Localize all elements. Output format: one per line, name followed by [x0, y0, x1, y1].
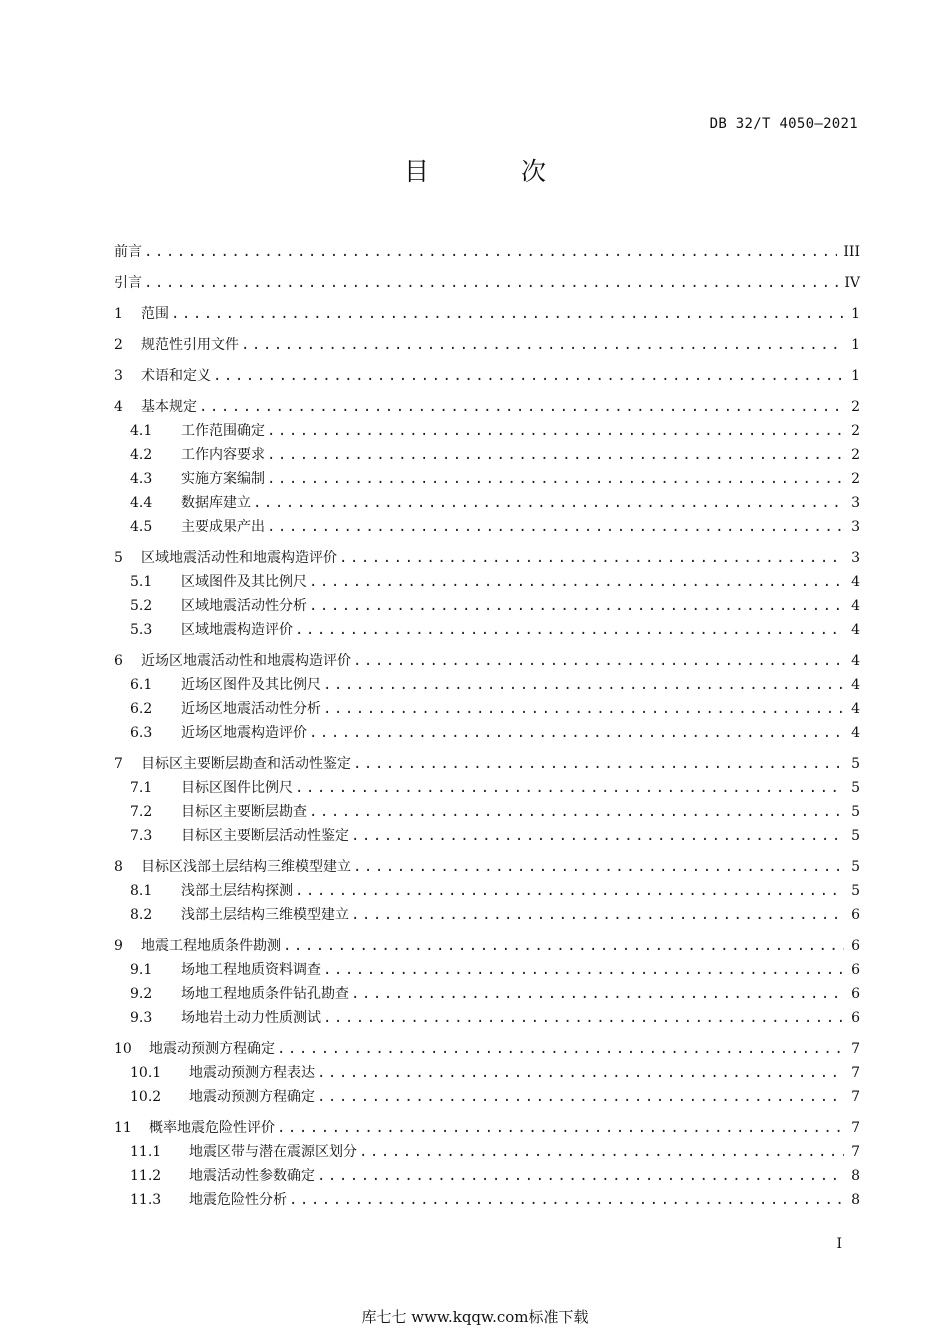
toc-leader-dots	[267, 515, 844, 539]
toc-entry-page: 4	[851, 653, 860, 669]
toc-entry-title: 引言	[114, 275, 142, 291]
toc-entry[interactable]	[114, 824, 860, 848]
toc-entry-page: 5	[851, 780, 860, 796]
toc-entry-title: 工作范围确定	[181, 423, 265, 439]
toc-entry[interactable]	[114, 419, 860, 443]
toc-entry-number: 8.1	[130, 883, 153, 899]
toc-entry-title: 场地工程地质条件钻孔勘查	[181, 986, 349, 1002]
toc-leader-dots	[144, 240, 837, 264]
toc-leader-dots	[353, 649, 844, 673]
toc-leader-dots	[351, 824, 844, 848]
toc-entry-page: 1	[851, 306, 860, 322]
toc-entry[interactable]	[114, 1140, 860, 1164]
toc-entry-page: 2	[851, 423, 860, 439]
toc-entry-title: 浅部土层结构探测	[181, 883, 293, 899]
toc-entry-title: 目标区图件比例尺	[181, 780, 293, 796]
toc-leader-dots	[199, 395, 844, 419]
toc-entry-page: 4	[851, 701, 860, 717]
toc-leader-dots	[317, 1061, 844, 1085]
toc-entry-title: 工作内容要求	[181, 447, 265, 463]
toc-entry-title: 目标区浅部土层结构三维模型建立	[141, 859, 351, 875]
toc-entry-page: 2	[851, 447, 860, 463]
toc-entry[interactable]	[114, 515, 860, 539]
table-of-contents	[114, 240, 860, 1212]
toc-entry-page: 3	[851, 519, 860, 535]
toc-entry[interactable]	[114, 721, 860, 745]
toc-entry-page: 7	[851, 1120, 860, 1136]
toc-leader-dots	[253, 491, 844, 515]
toc-entry[interactable]	[114, 1037, 860, 1061]
toc-entry-page: 7	[851, 1089, 860, 1105]
toc-entry-page: 4	[851, 622, 860, 638]
toc-entry-page: 1	[851, 368, 860, 384]
toc-entry-number: 6.1	[130, 677, 153, 693]
toc-entry-title: 目标区主要断层勘查和活动性鉴定	[141, 756, 351, 772]
toc-entry-title: 地震区带与潜在震源区划分	[189, 1144, 357, 1160]
toc-entry[interactable]	[114, 570, 860, 594]
toc-entry-number: 11.2	[130, 1168, 162, 1184]
toc-leader-dots	[277, 1037, 844, 1061]
toc-entry-page: 6	[851, 986, 860, 1002]
toc-entry[interactable]	[114, 302, 860, 326]
toc-entry-number: 9.3	[130, 1010, 153, 1026]
toc-entry-page: IV	[844, 275, 860, 291]
toc-entry-title: 区域图件及其比例尺	[181, 574, 307, 590]
toc-leader-dots	[213, 364, 844, 388]
toc-entry[interactable]	[114, 1085, 860, 1109]
toc-entry-title: 地震动预测方程确定	[189, 1089, 315, 1105]
toc-entry[interactable]	[114, 1188, 860, 1212]
toc-entry-title: 术语和定义	[141, 368, 211, 384]
toc-leader-dots	[353, 855, 844, 879]
toc-entry[interactable]	[114, 395, 860, 419]
toc-entry-number: 9.2	[130, 986, 153, 1002]
toc-leader-dots	[295, 618, 844, 642]
toc-entry-number: 10	[114, 1041, 132, 1057]
toc-entry-number: 11	[114, 1120, 132, 1136]
toc-entry-title: 地震动预测方程表达	[189, 1065, 315, 1081]
toc-leader-dots	[353, 752, 844, 776]
toc-entry-title: 范围	[141, 306, 169, 322]
toc-entry[interactable]	[114, 958, 860, 982]
toc-leader-dots	[309, 570, 844, 594]
toc-entry-number: 5.3	[130, 622, 153, 638]
toc-entry-page: 5	[851, 756, 860, 772]
toc-entry-number: 4.2	[130, 447, 153, 463]
toc-entry-page: 7	[851, 1144, 860, 1160]
toc-entry-page: 6	[851, 962, 860, 978]
toc-entry-number: 6.2	[130, 701, 153, 717]
toc-entry[interactable]	[114, 673, 860, 697]
toc-entry-title: 地震动预测方程确定	[149, 1041, 275, 1057]
toc-entry-number: 5	[114, 550, 123, 566]
toc-entry-title: 地震危险性分析	[189, 1192, 287, 1208]
toc-entry-title: 概率地震危险性评价	[149, 1120, 275, 1136]
toc-leader-dots	[323, 697, 844, 721]
toc-entry-title: 目标区主要断层勘查	[181, 804, 307, 820]
toc-leader-dots	[283, 934, 844, 958]
toc-leader-dots	[323, 958, 844, 982]
toc-entry[interactable]	[114, 1164, 860, 1188]
toc-entry-number: 4.5	[130, 519, 153, 535]
toc-entry-number: 11.3	[130, 1192, 162, 1208]
toc-entry-title: 近场区地震活动性分析	[181, 701, 321, 717]
toc-entry-page: 4	[851, 725, 860, 741]
toc-leader-dots	[359, 1140, 844, 1164]
toc-entry[interactable]	[114, 467, 860, 491]
toc-entry-page: 2	[851, 471, 860, 487]
toc-entry-number: 6.3	[130, 725, 153, 741]
toc-entry-number: 7.1	[130, 780, 153, 796]
toc-entry[interactable]	[114, 546, 860, 570]
toc-entry-page: 6	[851, 1010, 860, 1026]
toc-leader-dots	[289, 1188, 844, 1212]
toc-entry-number: 8	[114, 859, 123, 875]
toc-entry-title: 数据库建立	[181, 495, 251, 511]
toc-leader-dots	[351, 982, 844, 1006]
toc-entry-page: 7	[851, 1041, 860, 1057]
toc-leader-dots	[309, 594, 844, 618]
toc-entry-title: 主要成果产出	[181, 519, 265, 535]
toc-entry[interactable]	[114, 855, 860, 879]
toc-entry-number: 6	[114, 653, 123, 669]
toc-leader-dots	[323, 673, 844, 697]
toc-entry-page: 1	[851, 337, 860, 353]
toc-entry[interactable]	[114, 903, 860, 927]
toc-entry[interactable]	[114, 333, 860, 357]
toc-leader-dots	[351, 903, 844, 927]
toc-entry-title: 浅部土层结构三维模型建立	[181, 907, 349, 923]
toc-entry-number: 10.1	[130, 1065, 162, 1081]
toc-entry-title: 近场区地震活动性和地震构造评价	[141, 653, 351, 669]
page-number: I	[836, 1236, 842, 1252]
toc-entry-title: 基本规定	[141, 399, 197, 415]
toc-entry-page: 4	[851, 598, 860, 614]
toc-entry-title: 规范性引用文件	[141, 337, 239, 353]
standard-code: DB 32/T 4050—2021	[709, 116, 858, 132]
toc-entry-page: 6	[851, 907, 860, 923]
toc-entry-number: 4	[114, 399, 123, 415]
toc-entry-title: 前言	[114, 244, 142, 260]
toc-entry-page: 4	[851, 677, 860, 693]
toc-entry-number: 11.1	[130, 1144, 162, 1160]
toc-entry-title: 实施方案编制	[181, 471, 265, 487]
toc-leader-dots	[339, 546, 844, 570]
toc-entry[interactable]	[114, 752, 860, 776]
toc-entry-title: 地震活动性参数确定	[189, 1168, 315, 1184]
toc-entry[interactable]	[114, 240, 860, 264]
toc-entry-page: 5	[851, 804, 860, 820]
toc-entry-title: 近场区地震构造评价	[181, 725, 307, 741]
toc-leader-dots	[309, 800, 844, 824]
toc-entry-page: 8	[851, 1168, 860, 1184]
toc-entry-page: III	[843, 244, 860, 260]
toc-entry-page: 7	[851, 1065, 860, 1081]
toc-leader-dots	[323, 1006, 844, 1030]
toc-entry[interactable]	[114, 934, 860, 958]
toc-entry-number: 2	[114, 337, 123, 353]
toc-leader-dots	[309, 721, 844, 745]
toc-leader-dots	[241, 333, 844, 357]
toc-entry[interactable]	[114, 879, 860, 903]
toc-entry[interactable]	[114, 618, 860, 642]
toc-entry-page: 2	[851, 399, 860, 415]
toc-entry-number: 5.2	[130, 598, 153, 614]
toc-entry[interactable]	[114, 491, 860, 515]
toc-entry[interactable]	[114, 776, 860, 800]
toc-entry-title: 区域地震活动性和地震构造评价	[141, 550, 337, 566]
toc-leader-dots	[267, 443, 844, 467]
toc-entry[interactable]	[114, 1116, 860, 1140]
toc-entry-number: 4.3	[130, 471, 153, 487]
toc-entry-page: 4	[851, 574, 860, 590]
toc-entry[interactable]	[114, 594, 860, 618]
toc-leader-dots	[144, 271, 838, 295]
toc-leader-dots	[295, 776, 844, 800]
toc-entry[interactable]	[114, 443, 860, 467]
page-title: 目 次	[404, 157, 588, 186]
toc-entry-number: 10.2	[130, 1089, 162, 1105]
toc-entry-title: 地震工程地质条件勘测	[141, 938, 281, 954]
toc-entry[interactable]	[114, 649, 860, 673]
toc-entry-number: 3	[114, 368, 123, 384]
toc-leader-dots	[267, 467, 844, 491]
toc-entry-title: 区域地震构造评价	[181, 622, 293, 638]
toc-leader-dots	[171, 302, 844, 326]
toc-entry-number: 9	[114, 938, 123, 954]
toc-entry-number: 8.2	[130, 907, 153, 923]
toc-entry[interactable]	[114, 1061, 860, 1085]
toc-entry-number: 7	[114, 756, 123, 772]
toc-entry-page: 3	[851, 550, 860, 566]
toc-entry-number: 7.3	[130, 828, 153, 844]
toc-entry-title: 目标区主要断层活动性鉴定	[181, 828, 349, 844]
toc-entry-title: 区域地震活动性分析	[181, 598, 307, 614]
toc-entry-title: 场地岩土动力性质测试	[181, 1010, 321, 1026]
toc-entry[interactable]	[114, 697, 860, 721]
toc-leader-dots	[317, 1164, 844, 1188]
toc-entry-title: 近场区图件及其比例尺	[181, 677, 321, 693]
toc-entry-number: 5.1	[130, 574, 153, 590]
toc-entry-page: 6	[851, 938, 860, 954]
toc-entry-number: 4.4	[130, 495, 153, 511]
toc-entry[interactable]	[114, 271, 860, 295]
toc-entry-title: 场地工程地质资料调查	[181, 962, 321, 978]
toc-entry[interactable]	[114, 364, 860, 388]
toc-entry-number: 4.1	[130, 423, 153, 439]
toc-entry[interactable]	[114, 1006, 860, 1030]
toc-entry-number: 1	[114, 306, 123, 322]
toc-leader-dots	[277, 1116, 844, 1140]
toc-entry[interactable]	[114, 800, 860, 824]
toc-entry-page: 3	[851, 495, 860, 511]
toc-leader-dots	[267, 419, 844, 443]
toc-entry-page: 5	[851, 859, 860, 875]
toc-entry-number: 7.2	[130, 804, 153, 820]
toc-leader-dots	[295, 879, 844, 903]
toc-leader-dots	[317, 1085, 844, 1109]
toc-entry[interactable]	[114, 982, 860, 1006]
toc-entry-page: 5	[851, 828, 860, 844]
footer-watermark: 库七七 www.kqqw.com标准下载	[361, 1308, 589, 1326]
toc-entry-number: 9.1	[130, 962, 153, 978]
toc-entry-page: 5	[851, 883, 860, 899]
toc-entry-page: 8	[851, 1192, 860, 1208]
